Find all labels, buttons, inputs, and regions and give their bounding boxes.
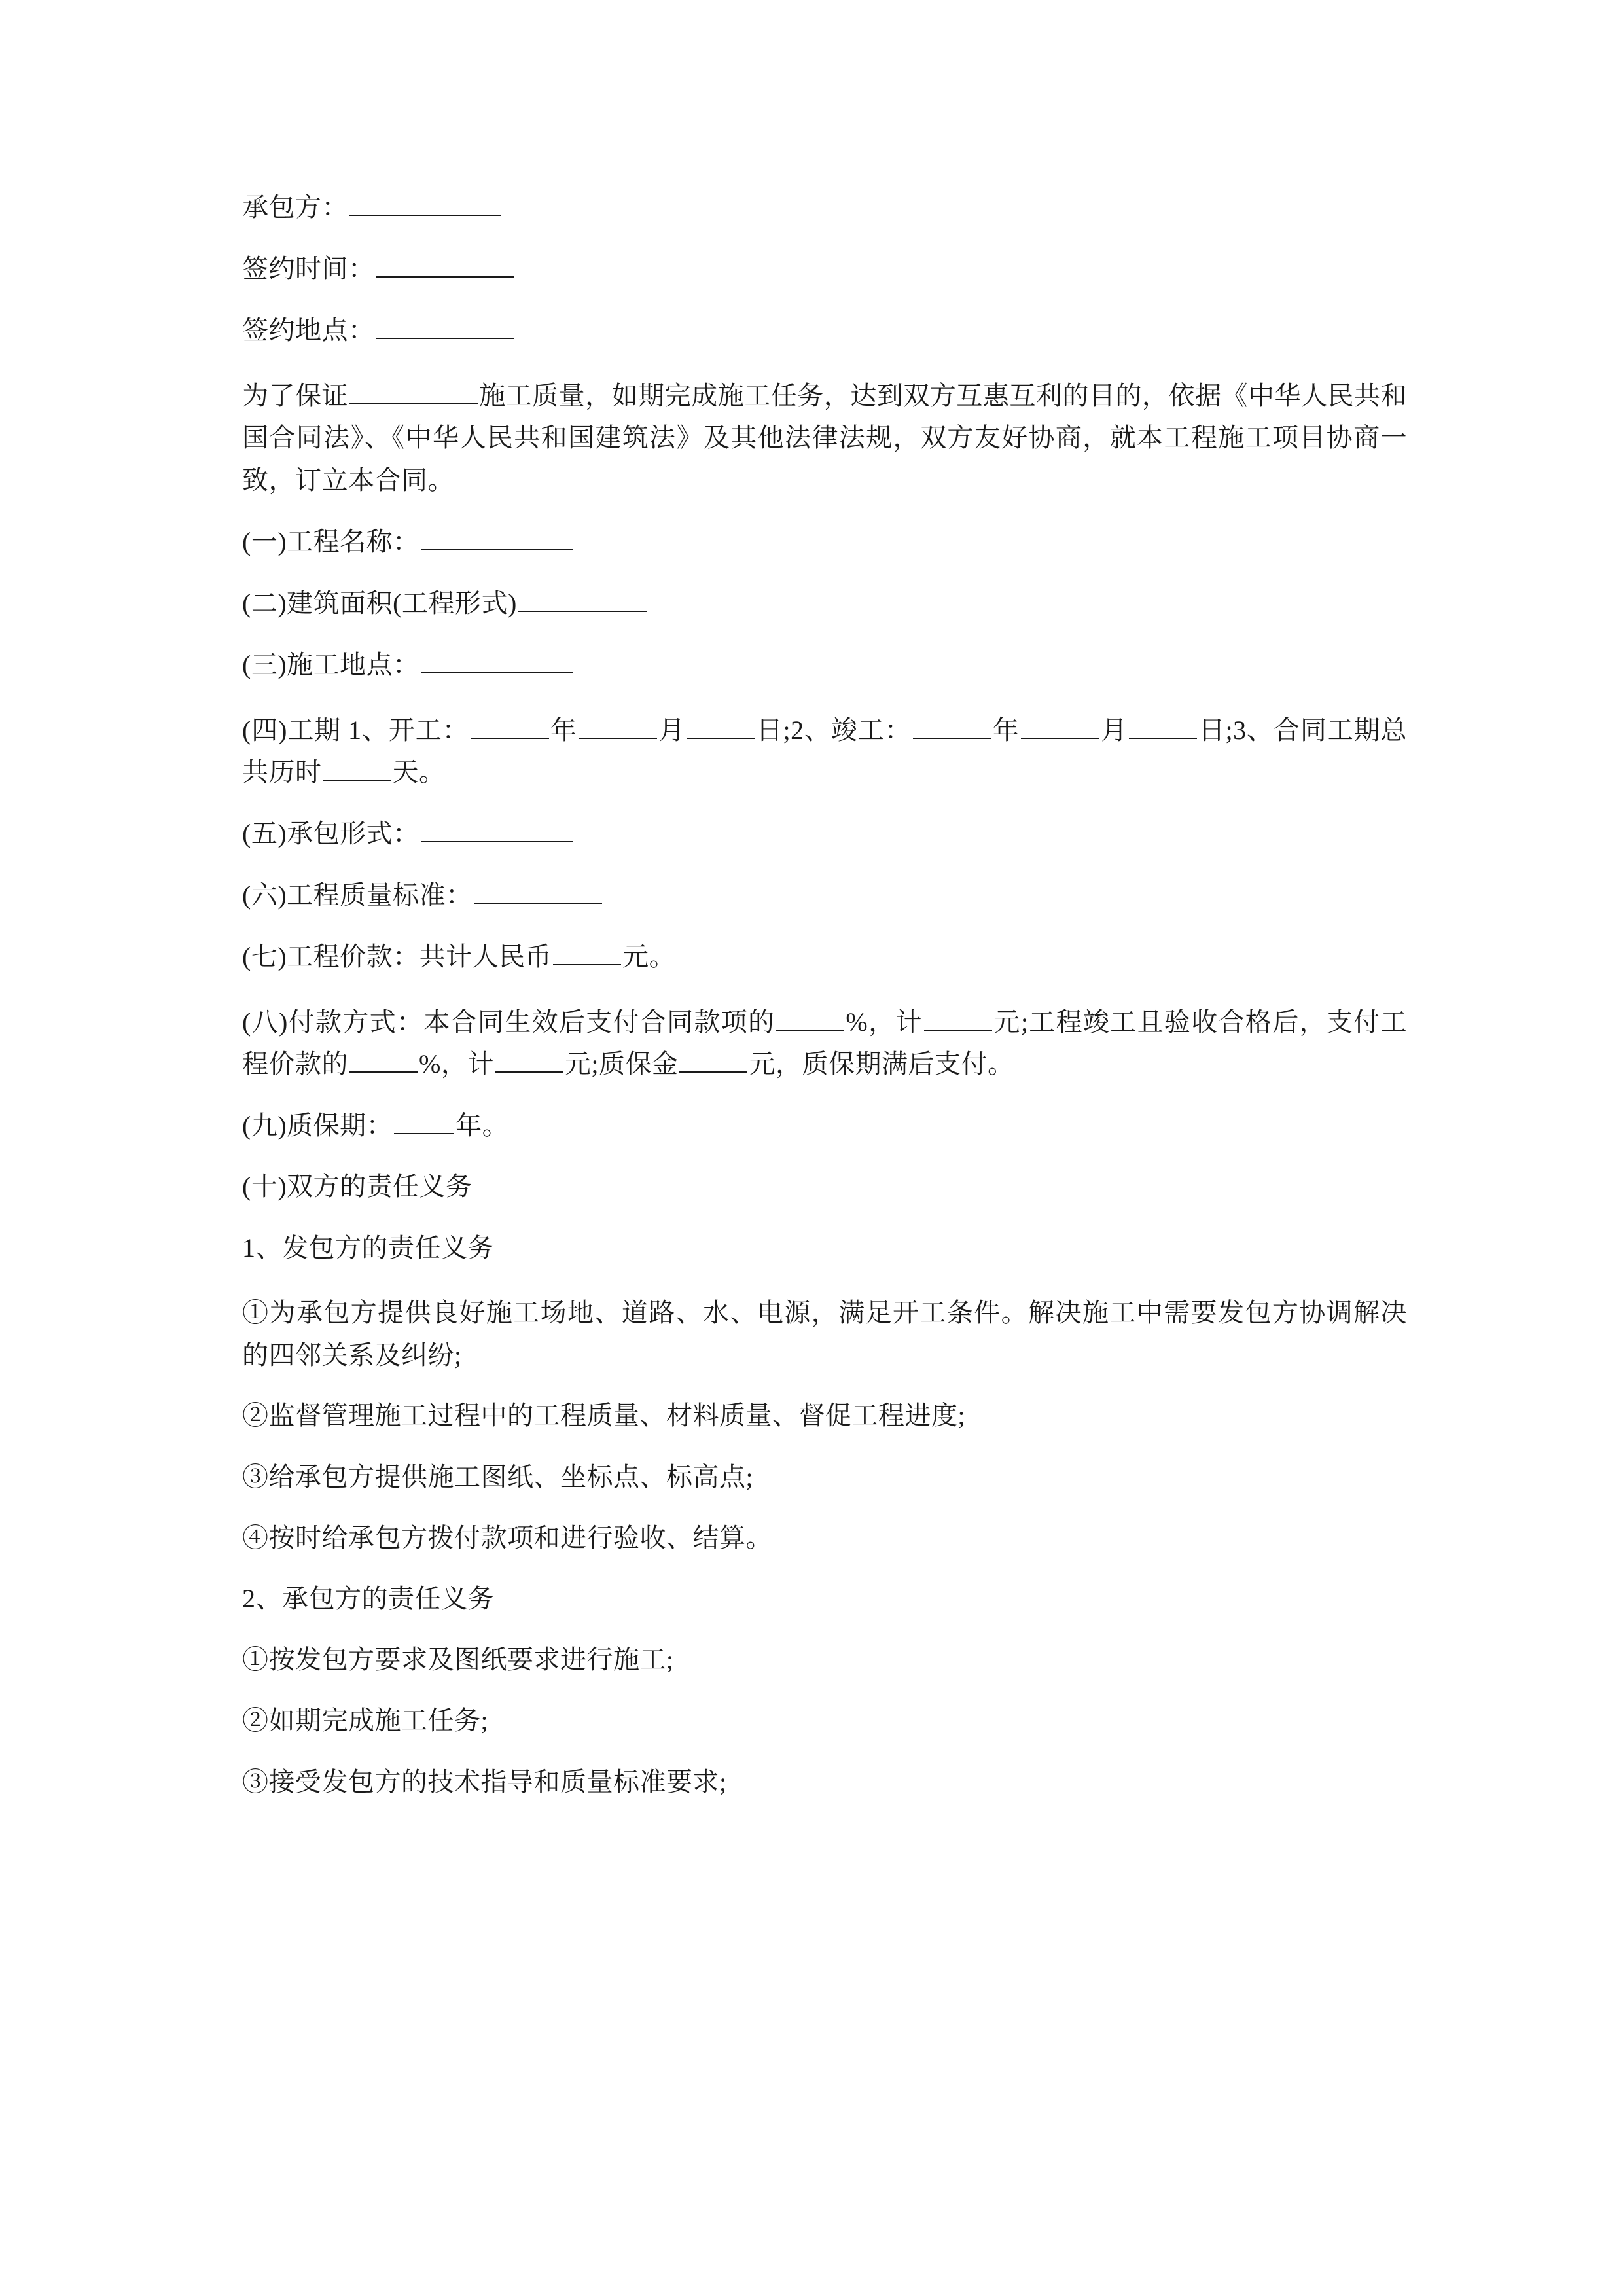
clause-duration bbox=[242, 709, 1407, 795]
payment-retention-blank[interactable] bbox=[679, 1047, 747, 1073]
section-a-title: 1、发包方的责任义务 bbox=[242, 1232, 494, 1263]
payment-part6: 元，质保期满后支付。 bbox=[749, 1049, 1014, 1079]
clause-project-name-blank[interactable] bbox=[421, 524, 573, 550]
clause-site-label: (三)施工地点： bbox=[242, 650, 419, 680]
clause-contract-form bbox=[242, 816, 1407, 850]
section-a-item-1: ①为承包方提供良好施工场地、道路、水、电源，满足开工条件。解决施工中需要发包方协调解决的四邻关系及纠纷; bbox=[242, 1297, 1407, 1370]
clause-contract-form-blank[interactable] bbox=[421, 816, 573, 842]
clause-warranty-blank[interactable] bbox=[394, 1108, 454, 1134]
field-sign-time bbox=[242, 251, 1407, 285]
payment-part3: 元;工程竣工且验收合格后，支付工程价款的 bbox=[242, 1007, 1407, 1079]
field-contractor-blank[interactable] bbox=[349, 190, 501, 216]
clause-building-area bbox=[242, 586, 1407, 620]
preamble-paragraph bbox=[242, 375, 1407, 502]
section-a-item-2: ②监督管理施工过程中的工程质量、材料质量、督促工程进度; bbox=[242, 1401, 966, 1431]
clause-building-area-label: (二)建筑面积(工程形式) bbox=[242, 588, 517, 619]
field-sign-place bbox=[242, 313, 1407, 347]
section-b-title: 2、承包方的责任义务 bbox=[242, 1583, 494, 1613]
end-month-blank[interactable] bbox=[1021, 713, 1099, 739]
field-contractor-label: 承包方： bbox=[242, 192, 348, 222]
end-month-unit: 月 bbox=[1100, 715, 1128, 745]
clause-site bbox=[242, 647, 1407, 681]
section-a-item-3: ③给承包方提供施工图纸、坐标点、标高点; bbox=[242, 1462, 754, 1492]
field-sign-place-label: 签约地点： bbox=[242, 315, 375, 346]
end-year-blank[interactable] bbox=[913, 713, 991, 739]
section-b-item-2: ②如期完成施工任务; bbox=[242, 1706, 489, 1736]
end-day-unit: 日;3、合同工期总共历时 bbox=[242, 715, 1408, 787]
preamble-part2: 施工质量，如期完成施工任务，达到双方互惠互利的目的，依据《中华人民共和国合同法》、《中华人民共和国建筑法》及其他法律法规，双方友好协商，就本工程施工项目协商一致，订立本合同。 bbox=[242, 380, 1408, 495]
start-month-unit: 月 bbox=[658, 715, 686, 745]
clause-payment bbox=[242, 1001, 1407, 1086]
start-month-blank[interactable] bbox=[579, 713, 657, 739]
clause-quality-standard-label: (六)工程质量标准： bbox=[242, 880, 473, 910]
payment-amount1-blank[interactable] bbox=[924, 1005, 992, 1031]
clause-quality-standard bbox=[242, 878, 1407, 912]
start-year-blank[interactable] bbox=[471, 713, 549, 739]
section-b-item-3: ③接受发包方的技术指导和质量标准要求; bbox=[242, 1767, 727, 1797]
clause-warranty-lead: (九)质保期： bbox=[242, 1111, 393, 1141]
payment-amount2-blank[interactable] bbox=[495, 1047, 563, 1073]
end-day-blank[interactable] bbox=[1129, 713, 1197, 739]
total-days-blank[interactable] bbox=[323, 755, 391, 781]
clause-price-lead: (七)工程价款：共计人民币 bbox=[242, 942, 552, 972]
start-day-unit: 日;2、竣工： bbox=[756, 715, 912, 745]
payment-part2: %，计 bbox=[846, 1007, 923, 1037]
field-sign-time-blank[interactable] bbox=[376, 251, 514, 278]
start-day-blank[interactable] bbox=[687, 713, 755, 739]
field-sign-time-label: 签约时间： bbox=[242, 254, 375, 284]
preamble-part1: 为了保证 bbox=[242, 380, 349, 410]
payment-part5: 元;质保金 bbox=[564, 1049, 679, 1079]
clause-site-blank[interactable] bbox=[421, 647, 573, 673]
clause-project-name-label: (一)工程名称： bbox=[242, 526, 419, 556]
preamble-project-blank[interactable] bbox=[349, 378, 478, 404]
field-sign-place-blank[interactable] bbox=[376, 313, 514, 339]
end-year-unit: 年 bbox=[992, 715, 1020, 745]
clause-price-blank[interactable] bbox=[553, 939, 621, 965]
contract-body bbox=[242, 190, 1407, 1799]
section-a-item-4: ④按时给承包方拨付款项和进行验收、结算。 bbox=[242, 1522, 772, 1552]
section-b-item-1: ①按发包方要求及图纸要求进行施工; bbox=[242, 1645, 674, 1675]
clause-building-area-blank[interactable] bbox=[518, 586, 647, 612]
start-year-unit: 年 bbox=[550, 715, 577, 745]
payment-pct2-blank[interactable] bbox=[349, 1047, 418, 1073]
payment-part1: (八)付款方式：本合同生效后支付合同款项的 bbox=[242, 1007, 776, 1037]
clause-project-name bbox=[242, 524, 1407, 558]
clause-warranty-tail: 年。 bbox=[455, 1111, 509, 1141]
field-contractor bbox=[242, 190, 1407, 224]
payment-part4: %，计 bbox=[419, 1049, 494, 1079]
clause-quality-standard-blank[interactable] bbox=[474, 878, 602, 904]
clause-price bbox=[242, 939, 1407, 973]
clause-duties-heading: (十)双方的责任义务 bbox=[242, 1172, 473, 1202]
clause-contract-form-label: (五)承包形式： bbox=[242, 819, 419, 849]
clause-duration-lead: (四)工期 1、开工： bbox=[242, 715, 469, 745]
payment-pct1-blank[interactable] bbox=[776, 1005, 844, 1031]
total-days-unit: 天。 bbox=[392, 757, 446, 787]
clause-warranty bbox=[242, 1108, 1407, 1142]
clause-price-tail: 元。 bbox=[622, 942, 676, 972]
